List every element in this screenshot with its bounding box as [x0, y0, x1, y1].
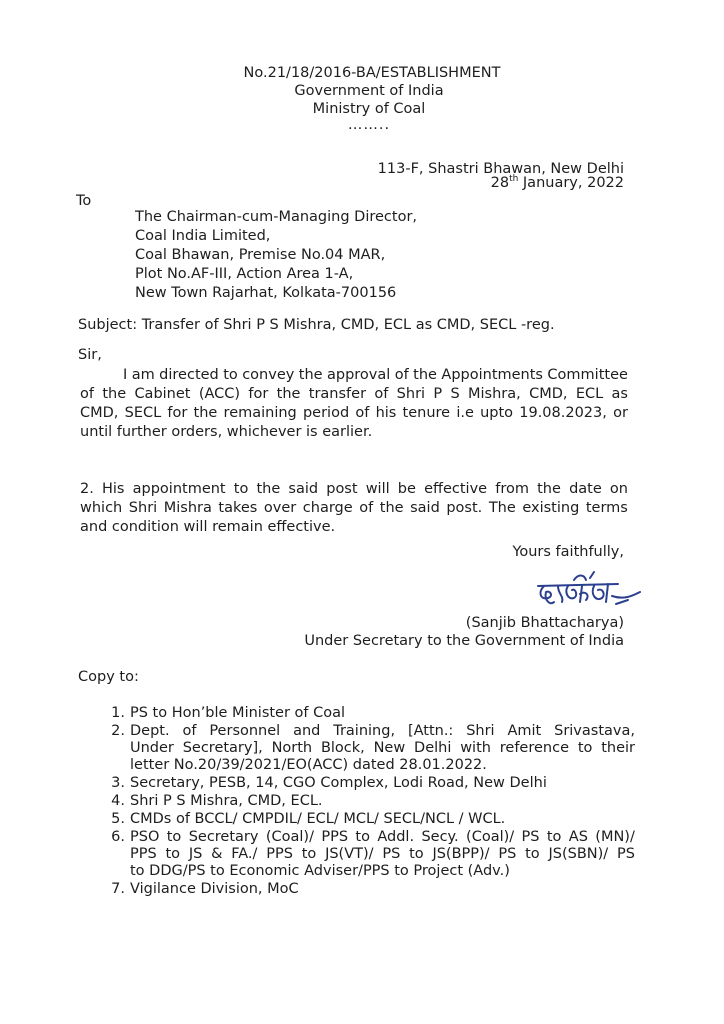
addressee-line: New Town Rajarhat, Kolkata-700156	[135, 285, 397, 301]
subject-line: Subject: Transfer of Shri P S Mishra, CMD, ECL as CMD, SECL -reg.	[78, 317, 555, 333]
addressee-line: Coal Bhawan, Premise No.04 MAR,	[135, 247, 386, 263]
addressee-line: The Chairman-cum-Managing Director,	[135, 209, 418, 225]
list-item: 3. Secretary, PESB, 14, CGO Complex, Lodi Road, New Delhi	[111, 775, 547, 791]
date-day: 28	[490, 175, 510, 191]
copy-to-list	[95, 704, 635, 897]
paragraph-2	[80, 480, 628, 537]
addressee-line: Coal India Limited,	[135, 228, 271, 244]
signatory-designation: Under Secretary to the Government of India	[304, 633, 624, 649]
letter-date	[491, 174, 624, 192]
list-item: 4. Shri P S Mishra, CMD, ECL.	[111, 793, 323, 809]
paragraph-1	[80, 366, 628, 442]
list-item: 6. PSO to Secretary (Coal)/ PPS to Addl. Secy. (Coal)/ PS to AS (MN)/ PPS to JS & FA./ PPS to JS(VT)/ PS to JS(BPP)/ PS to JS(SBN)/ PS to DDG/PS to Economic Adviser/PPS to Project (Adv.)	[111, 829, 635, 879]
paragraph-line: of the Cabinet (ACC) for the transfer of Shri P S Mishra, CMD, ECL as	[80, 386, 628, 402]
ministry-name: Ministry of Coal	[312, 101, 426, 117]
paragraph-line: CMD, SECL for the remaining period of his tenure i.e upto 19.08.2023, or	[80, 405, 628, 421]
addressee-block	[135, 208, 417, 303]
to-label: To	[76, 193, 92, 209]
reference-number: No.21/18/2016-BA/ESTABLISHMENT	[243, 65, 501, 81]
salutation: Sir,	[78, 347, 102, 363]
paragraph-line: I am directed to convey the approval of the Appointments Committee	[123, 367, 628, 383]
date-suffix: th	[509, 174, 519, 185]
copy-to-label: Copy to:	[78, 669, 139, 685]
government-name: Government of India	[294, 83, 444, 99]
sender-address: 113-F, Shastri Bhawan, New Delhi	[377, 161, 624, 177]
date-month-year: January, 2022	[518, 175, 624, 191]
paragraph-line: and condition will remain effective.	[80, 519, 336, 535]
paragraph-line: 2. His appointment to the said post will be effective from the date on	[80, 481, 628, 497]
list-item: 7. Vigilance Division, MoC	[111, 881, 299, 897]
paragraph-line: which Shri Mishra takes over charge of the said post. The existing terms	[80, 500, 628, 516]
paragraph-line: until further orders, whichever is earlier.	[80, 424, 373, 440]
signature-image	[528, 566, 644, 616]
header-dots: ……..	[347, 117, 391, 133]
list-item: 2. Dept. of Personnel and Training, [Attn.: Shri Amit Srivastava, Under Secretary], North Block, New Delhi with reference to their letter No.20/39/2021/EO(ACC) dated 28.01.2022.	[111, 723, 635, 773]
addressee-line: Plot No.AF-III, Action Area 1-A,	[135, 266, 354, 282]
list-item: 1. PS to Hon’ble Minister of Coal	[111, 705, 346, 721]
signatory-name: (Sanjib Bhattacharya)	[465, 615, 624, 631]
list-item: 5. CMDs of BCCL/ CMPDIL/ ECL/ MCL/ SECL/NCL / WCL.	[111, 811, 506, 827]
closing: Yours faithfully,	[512, 544, 624, 560]
